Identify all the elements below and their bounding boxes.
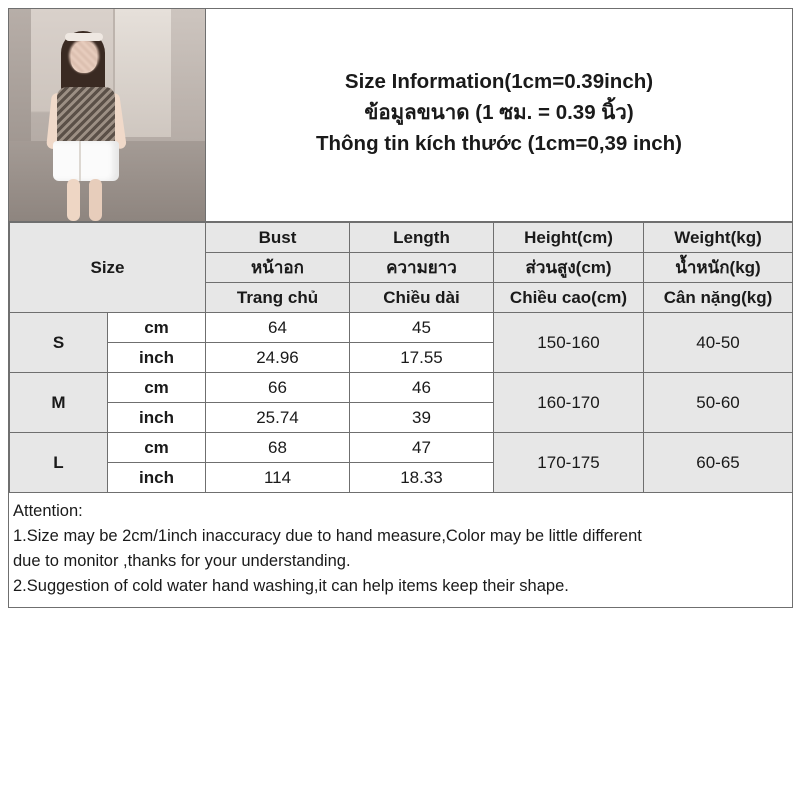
header-height-en: Height(cm) bbox=[494, 223, 644, 253]
header-bust-vi: Trang chủ bbox=[206, 283, 350, 313]
attention-line-2: due to monitor ,thanks for your understanding. bbox=[13, 552, 351, 570]
header-height-th: ส่วนสูง(cm) bbox=[494, 253, 644, 283]
title-block bbox=[206, 9, 792, 221]
row-l-height: 170-175 bbox=[494, 433, 644, 493]
header-weight-en: Weight(kg) bbox=[644, 223, 793, 253]
row-l-length-inch: 18.33 bbox=[350, 463, 494, 493]
attention-heading: Attention: bbox=[13, 502, 83, 520]
row-l-bust-cm: 68 bbox=[206, 433, 350, 463]
photo-model-top bbox=[57, 87, 115, 145]
row-m-bust-cm: 66 bbox=[206, 373, 350, 403]
table-row bbox=[10, 433, 793, 463]
row-m-bust-inch: 25.74 bbox=[206, 403, 350, 433]
table-row bbox=[10, 373, 793, 403]
header-length-en: Length bbox=[350, 223, 494, 253]
photo-model-leg-right bbox=[89, 179, 102, 221]
product-photo bbox=[9, 9, 206, 221]
row-l-bust-inch: 114 bbox=[206, 463, 350, 493]
header-height-vi: Chiều cao(cm) bbox=[494, 283, 644, 313]
row-l-unit-inch: inch bbox=[108, 463, 206, 493]
header-length-vi: Chiều dài bbox=[350, 283, 494, 313]
title-line-vi: Thông tin kích thước (1cm=0,39 inch) bbox=[315, 131, 683, 155]
row-size-s: S bbox=[10, 313, 108, 373]
photo-model-headband bbox=[65, 33, 103, 41]
row-m-weight: 50-60 bbox=[644, 373, 793, 433]
attention-line-1: 1.Size may be 2cm/1inch inaccuracy due to hand measure,Color may be little different bbox=[13, 527, 642, 545]
photo-door-secondary bbox=[171, 9, 205, 141]
header-size-label: Size bbox=[10, 223, 206, 313]
header-bust-en: Bust bbox=[206, 223, 350, 253]
row-s-unit-inch: inch bbox=[108, 343, 206, 373]
header-length-th: ความยาว bbox=[350, 253, 494, 283]
header-weight-th: น้ำหนัก(kg) bbox=[644, 253, 793, 283]
row-s-height: 150-160 bbox=[494, 313, 644, 373]
row-s-length-inch: 17.55 bbox=[350, 343, 494, 373]
attention-block bbox=[9, 493, 792, 607]
chart-header bbox=[9, 9, 792, 222]
row-s-bust-inch: 24.96 bbox=[206, 343, 350, 373]
row-s-unit-cm: cm bbox=[108, 313, 206, 343]
size-table bbox=[9, 222, 793, 493]
attention-line-3: 2.Suggestion of cold water hand washing,it can help items keep their shape. bbox=[13, 577, 569, 595]
row-m-unit-cm: cm bbox=[108, 373, 206, 403]
row-size-m: M bbox=[10, 373, 108, 433]
title-line-en: Size Information(1cm=0.39inch) bbox=[344, 69, 654, 93]
table-header-row-en bbox=[10, 223, 793, 253]
row-m-unit-inch: inch bbox=[108, 403, 206, 433]
photo-face-blur bbox=[69, 39, 99, 73]
row-m-height: 160-170 bbox=[494, 373, 644, 433]
photo-model-skirt bbox=[53, 141, 119, 181]
row-m-length-inch: 39 bbox=[350, 403, 494, 433]
header-bust-th: หน้าอก bbox=[206, 253, 350, 283]
row-l-length-cm: 47 bbox=[350, 433, 494, 463]
row-s-weight: 40-50 bbox=[644, 313, 793, 373]
row-size-l: L bbox=[10, 433, 108, 493]
size-chart bbox=[8, 8, 793, 608]
photo-model-leg-left bbox=[67, 179, 80, 221]
row-s-length-cm: 45 bbox=[350, 313, 494, 343]
title-line-th: ข้อมูลขนาด (1 ซม. = 0.39 นิ้ว) bbox=[364, 100, 634, 124]
row-l-unit-cm: cm bbox=[108, 433, 206, 463]
row-s-bust-cm: 64 bbox=[206, 313, 350, 343]
row-m-length-cm: 46 bbox=[350, 373, 494, 403]
row-l-weight: 60-65 bbox=[644, 433, 793, 493]
table-row bbox=[10, 313, 793, 343]
header-weight-vi: Cân nặng(kg) bbox=[644, 283, 793, 313]
